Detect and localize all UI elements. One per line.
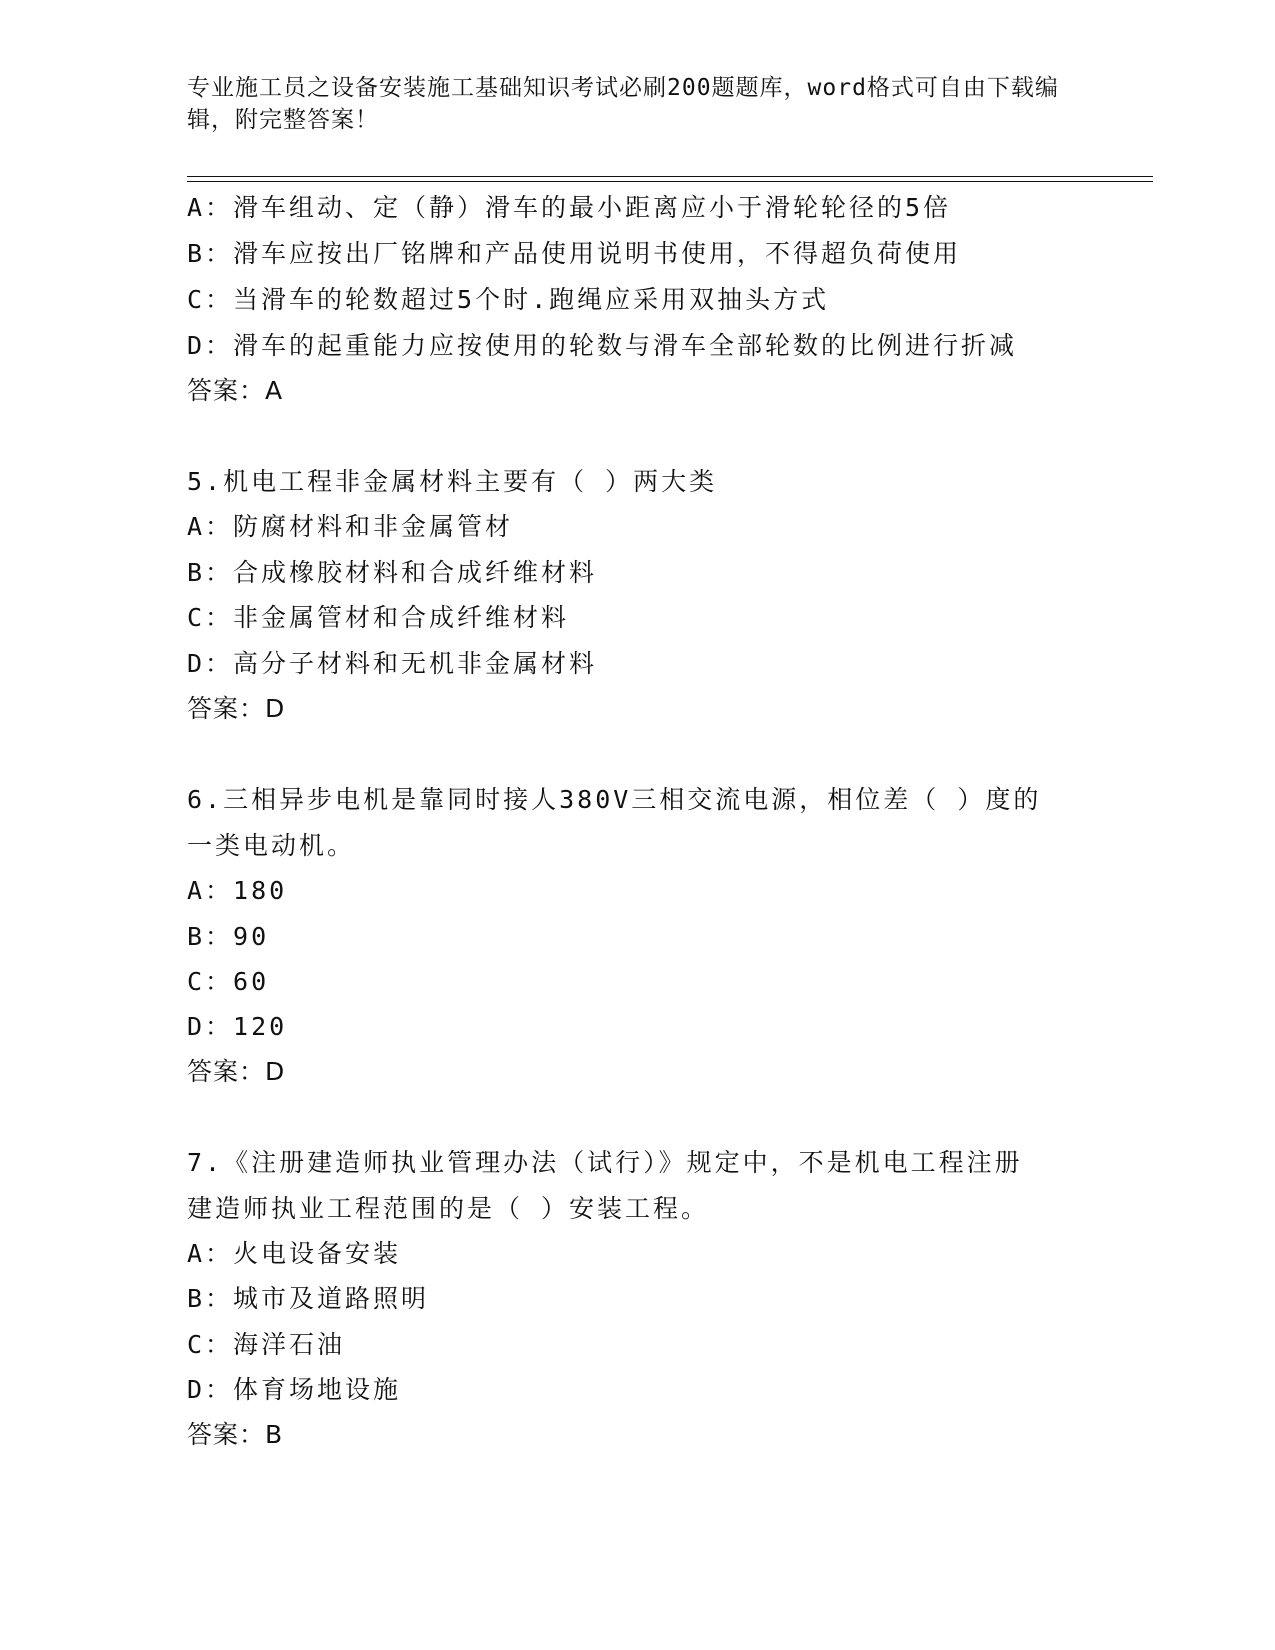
q7-option-a: A：火电设备安装 <box>187 1239 402 1268</box>
header-divider-top <box>187 176 1153 177</box>
header-divider-bottom <box>187 181 1153 182</box>
q6-answer: 答案：D <box>187 1057 286 1086</box>
q5-option-c: C：非金属管材和合成纤维材料 <box>187 603 570 632</box>
q7-stem-line2: 建造师执业工程范围的是（ ）安装工程。 <box>187 1194 710 1223</box>
q4-option-d: D：滑车的起重能力应按使用的轮数与滑车全部轮数的比例进行折减 <box>187 331 1018 360</box>
q5-option-b: B：合成橡胶材料和合成纤维材料 <box>187 558 598 587</box>
q4-option-c: C：当滑车的轮数超过5个时.跑绳应采用双抽头方式 <box>187 285 830 314</box>
q7-option-b: B：城市及道路照明 <box>187 1284 430 1313</box>
q5-option-a: A：防腐材料和非金属管材 <box>187 512 514 541</box>
q5-stem: 5.机电工程非金属材料主要有（ ）两大类 <box>187 467 718 496</box>
q5-option-d: D：高分子材料和无机非金属材料 <box>187 649 598 678</box>
document-header: 专业施工员之设备安装施工基础知识考试必刷200题题库，word格式可自由下载编辑，附完整答案！ <box>187 75 1059 133</box>
q7-option-d: D：体育场地设施 <box>187 1375 402 1404</box>
q6-option-d: D：120 <box>187 1012 288 1041</box>
q6-option-c: C：60 <box>187 967 270 996</box>
q7-answer: 答案：B <box>187 1420 284 1449</box>
q7-option-c: C：海洋石油 <box>187 1330 346 1359</box>
q4-option-b: B：滑车应按出厂铭牌和产品使用说明书使用，不得超负荷使用 <box>187 239 962 268</box>
q5-answer: 答案：D <box>187 694 286 723</box>
q6-option-a: A：180 <box>187 876 288 905</box>
q4-option-a: A：滑车组动、定（静）滑车的最小距离应小于滑轮轮径的5倍 <box>187 193 952 222</box>
q6-stem-line2: 一类电动机。 <box>187 831 356 860</box>
q6-stem-line1: 6.三相异步电机是靠同时接人380V三相交流电源，相位差（ ）度的 <box>187 785 1042 814</box>
q7-stem-line1: 7.《注册建造师执业管理办法（试行）》规定中，不是机电工程注册 <box>187 1148 1023 1177</box>
q4-answer: 答案：A <box>187 376 284 405</box>
q6-option-b: B：90 <box>187 922 270 951</box>
